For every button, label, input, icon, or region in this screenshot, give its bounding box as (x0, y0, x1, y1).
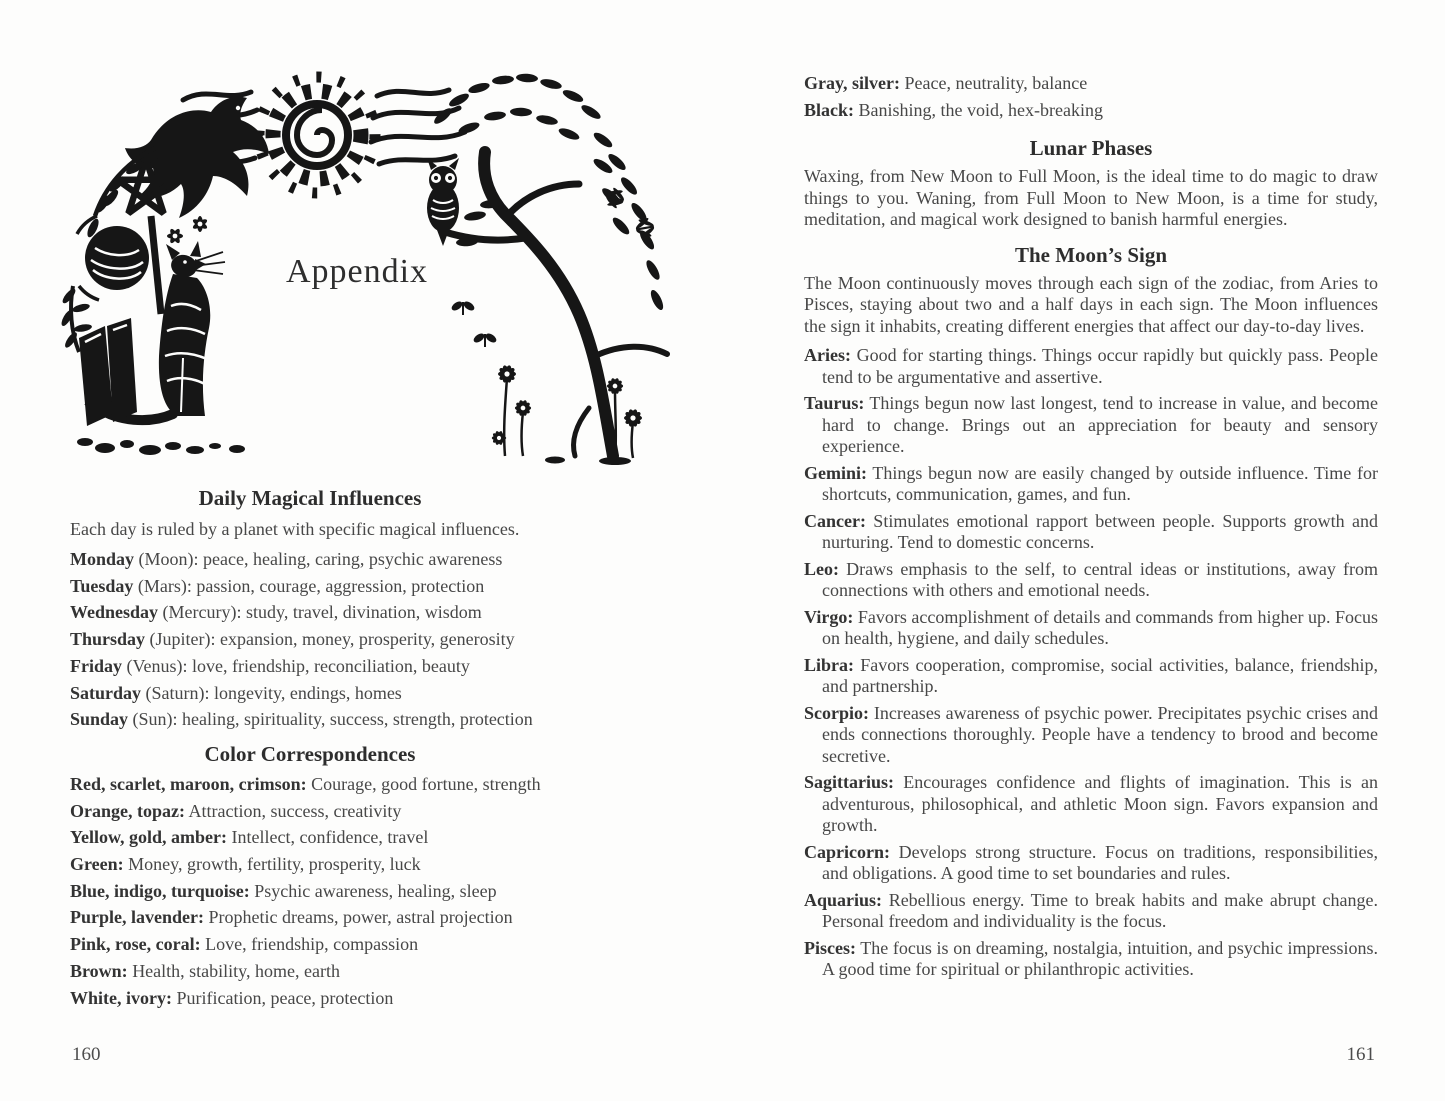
zodiac-entry (804, 511, 1378, 554)
right-page-text-column (804, 70, 1378, 986)
color-entry (70, 798, 645, 825)
entry-lead: Leo: (804, 558, 839, 579)
zodiac-entry (804, 890, 1378, 933)
moons-sign-paragraph: The Moon continuously moves through each sign of the zodiac, from Aries to Pisces, staying about two and a half days in each sign. The Moon influences the sign it inhabits, creating different energies that affect our day-to-day lives. (804, 272, 1378, 336)
entry-text: The focus is on dreaming, nostalgia, intuition, and psychic impressions. A good time for spiritual or philanthropic activities. (822, 937, 1378, 979)
entry-lead: Aries: (804, 345, 851, 365)
daily-entry (70, 706, 645, 733)
entry-lead: Wednesday (70, 602, 159, 623)
entry-lead: Purple, lavender: (70, 907, 204, 928)
entry-lead: Taurus: (804, 393, 865, 413)
color-correspondences-list (70, 771, 645, 1011)
entry-lead: Black: (804, 99, 855, 120)
entry-text: Draws emphasis to the self, to central ideas or institutions, away from connections with others and emotional needs. (822, 558, 1378, 600)
entry-lead: Friday (70, 655, 122, 676)
zodiac-entry (804, 938, 1378, 981)
entry-lead: Tuesday (70, 575, 134, 596)
entry-lead: Sunday (70, 709, 129, 730)
entry-lead: Capricorn: (804, 841, 890, 862)
entry-text: Prophetic dreams, power, astral projection (203, 907, 513, 928)
entry-text: Favors accomplishment of details and commands from higher up. Focus on health, hygiene, and daily schedules. (822, 606, 1378, 648)
entry-text: Rebellious energy. Time to break habits and make abrupt change. Personal freedom and individuality is the focus. (822, 889, 1378, 931)
color-correspondences-continued (804, 70, 1378, 123)
entry-lead: Brown: (70, 960, 128, 981)
entry-lead: Pisces: (804, 937, 856, 958)
zodiac-entry (804, 607, 1378, 650)
entry-text: (Sun): healing, spirituality, success, strength, protection (128, 709, 533, 730)
entry-text: Encourages confidence and flights of imagination. This is an adventurous, philosophical, and athletic Moon sign. Favors expansion and growth. (822, 772, 1378, 835)
entry-lead: Green: (70, 854, 124, 875)
books-icon (79, 318, 137, 426)
lunar-phases-heading: Lunar Phases (1029, 136, 1153, 160)
daily-entry (70, 546, 645, 573)
pebbles-icon (77, 438, 245, 455)
entry-text: Money, growth, fertility, prosperity, luck (123, 854, 421, 875)
entry-text: Stimulates emotional rapport between people. Supports growth and nurturing. Tend to domestic concerns. (822, 510, 1378, 552)
entry-text: Increases awareness of psychic power. Precipitates psychic crises and ends connections thoroughly. People have a tendency to brood and become secretive. (822, 702, 1378, 766)
daily-influences-list (70, 546, 645, 733)
entry-lead: Red, scarlet, maroon, crimson: (70, 773, 307, 794)
entry-text: (Mercury): study, travel, divination, wisdom (158, 602, 482, 623)
color-entry (70, 771, 645, 798)
zodiac-entry (804, 393, 1378, 458)
color-correspondences-heading: Color Correspondences (204, 741, 416, 766)
entry-lead: Sagittarius: (804, 772, 894, 792)
entry-text: Psychic awareness, healing, sleep (249, 880, 497, 901)
dragonfly-icons (602, 185, 657, 241)
flowers-icon (492, 364, 643, 465)
color-entry (70, 824, 645, 851)
lunar-phases-paragraph: Waxing, from New Moon to Full Moon, is the ideal time to do magic to draw things to you. Waning, from Full Moon to New Moon, is a time for study, meditation, and magical work designed to banish harmful energies. (804, 166, 1378, 229)
entry-lead: Gemini: (804, 462, 867, 483)
color-entry (804, 70, 1378, 97)
entry-text: (Mars): passion, courage, aggression, protection (133, 575, 485, 596)
spiral-sun-icon (259, 77, 375, 193)
entry-text: Peace, neutrality, balance (899, 73, 1088, 93)
appendix-page-title: Appendix (285, 253, 429, 290)
entry-lead: Gray, silver: (804, 73, 900, 93)
entry-text: Health, stability, home, earth (127, 960, 340, 981)
entry-lead: Libra: (804, 654, 855, 675)
entry-text: Things begun now are easily changed by outside influence. Time for shortcuts, communication, games, and fun. (822, 462, 1378, 504)
color-entry (70, 878, 645, 905)
entry-text: Banishing, the void, hex-breaking (854, 99, 1103, 120)
daily-entry (70, 573, 645, 600)
color-entry (70, 931, 645, 958)
entry-lead: Yellow, gold, amber: (70, 827, 227, 848)
entry-lead: Blue, indigo, turquoise: (70, 880, 250, 901)
entry-lead: Orange, topaz: (70, 800, 185, 821)
zodiac-entry (804, 703, 1378, 768)
entry-lead: White, ivory: (70, 987, 172, 1008)
entry-lead: Pink, rose, coral: (70, 934, 201, 955)
entry-text: Intellect, confidence, travel (227, 827, 429, 848)
entry-text: Develops strong structure. Focus on traditions, responsibilities, and obligations. A good time to set boundaries and rules. (822, 841, 1378, 883)
entry-lead: Saturday (70, 682, 142, 703)
color-entry (70, 958, 645, 985)
entry-text: (Venus): love, friendship, reconciliation, beauty (122, 655, 470, 676)
entry-lead: Monday (70, 549, 135, 569)
daily-entry (70, 680, 645, 707)
zodiac-entry (804, 655, 1378, 698)
zodiac-entry (804, 772, 1378, 837)
color-entry (70, 985, 645, 1012)
entry-text: (Jupiter): expansion, money, prosperity, generosity (145, 629, 515, 650)
left-page-text-column (70, 486, 645, 1011)
entry-lead: Virgo: (804, 606, 854, 627)
daily-entry (70, 599, 645, 626)
butterfly-icons (450, 300, 498, 347)
zodiac-sign-list (804, 345, 1378, 981)
entry-lead: Scorpio: (804, 702, 869, 723)
entry-text: Courage, good fortune, strength (306, 773, 541, 794)
daily-influences-heading: Daily Magical Influences (198, 486, 422, 510)
entry-text: Love, friendship, compassion (200, 934, 419, 955)
entry-lead: Cancer: (804, 510, 866, 531)
daily-influences-intro: Each day is ruled by a planet with specific magical influences. (70, 519, 520, 539)
entry-text: Favors cooperation, compromise, social activities, balance, friendship, and partnership. (822, 654, 1378, 696)
entry-text: Purification, peace, protection (171, 987, 394, 1008)
entry-text: (Moon): peace, healing, caring, psychic awareness (134, 549, 503, 569)
page-number-left: 160 (72, 1044, 101, 1065)
zodiac-entry (804, 559, 1378, 602)
moon-orb-icon (77, 216, 149, 300)
zodiac-entry (804, 463, 1378, 506)
zodiac-entry (804, 842, 1378, 885)
entry-lead: Aquarius: (804, 889, 883, 910)
small-flowers-icon (167, 216, 208, 244)
entry-text: (Saturn): longevity, endings, homes (141, 682, 402, 703)
color-entry (70, 851, 645, 878)
color-entry (804, 97, 1378, 124)
daily-entry (70, 626, 645, 653)
entry-text: Attraction, success, creativity (184, 800, 402, 821)
entry-text: Things begun now last longest, tend to increase in value, and become hard to change. Brings out an appreciation for beauty and sensory experience. (822, 393, 1378, 456)
entry-text: Good for starting things. Things occur rapidly but quickly pass. People tend to be argumentative and assertive. (822, 345, 1378, 387)
entry-lead: Thursday (70, 629, 146, 650)
daily-entry (70, 653, 645, 680)
page-number-right: 161 (1346, 1044, 1375, 1065)
moons-sign-heading: The Moon’s Sign (1014, 242, 1168, 267)
zodiac-entry (804, 345, 1378, 388)
color-entry (70, 904, 645, 931)
